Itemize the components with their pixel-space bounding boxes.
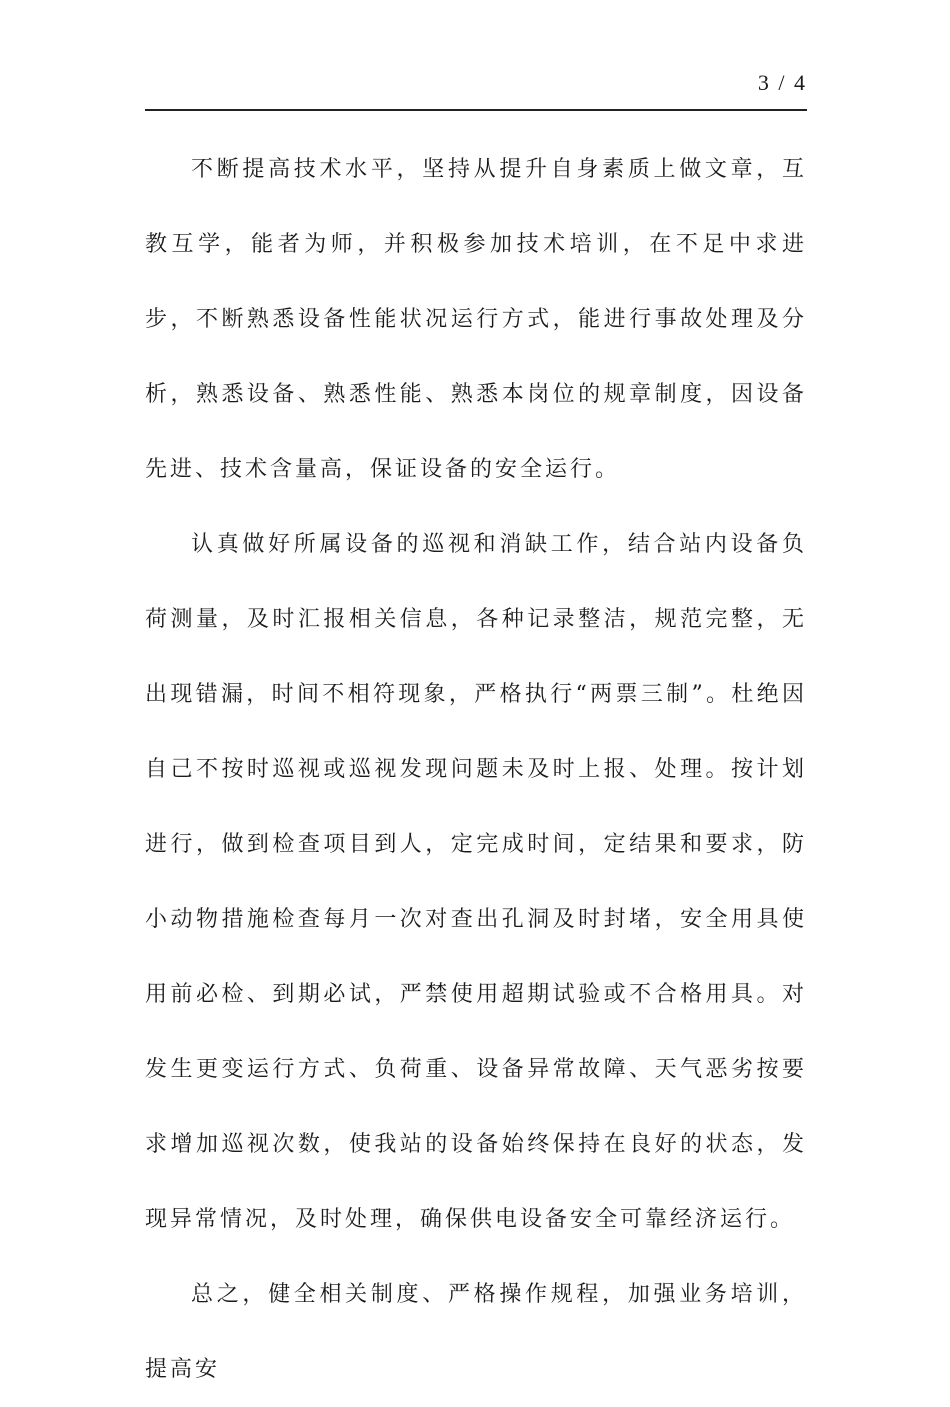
page-number: 3 / 4 (757, 70, 807, 95)
paragraph-summary: 总之，健全相关制度、严格操作规程，加强业务培训，提高安 (145, 1282, 807, 1382)
paragraph-technical-skills: 不断提高技术水平，坚持从提升自身素质上做文章，互教互学，能者为师，并积极参加技术培训，在不足中求进步，不断熟悉设备性能状况运行方式，能进行事故处理及分析，熟悉设备、熟悉性能、熟悉本岗位的规章制度，因设备先进、技术含量高，保证设备的安全运行。 (145, 157, 807, 482)
header-divider (145, 109, 807, 111)
document-body (145, 132, 807, 1407)
paragraph-equipment-inspection: 认真做好所属设备的巡视和消缺工作，结合站内设备负荷测量，及时汇报相关信息，各种记录整洁，规范完整，无出现错漏，时间不相符现象，严格执行“两票三制”。杜绝因自己不按时巡视或巡视发现问题未及时上报、处理。按计划进行，做到检查项目到人，定完成时间，定结果和要求，防小动物措施检查每月一次对查出孔洞及时封堵，安全用具使用前必检、到期必试，严禁使用超期试验或不合格用具。对发生更变运行方式、负荷重、设备异常故障、天气恶劣按要求增加巡视次数，使我站的设备始终保持在良好的状态，发现异常情况，及时处理，确保供电设备安全可靠经济运行。 (145, 532, 807, 1232)
